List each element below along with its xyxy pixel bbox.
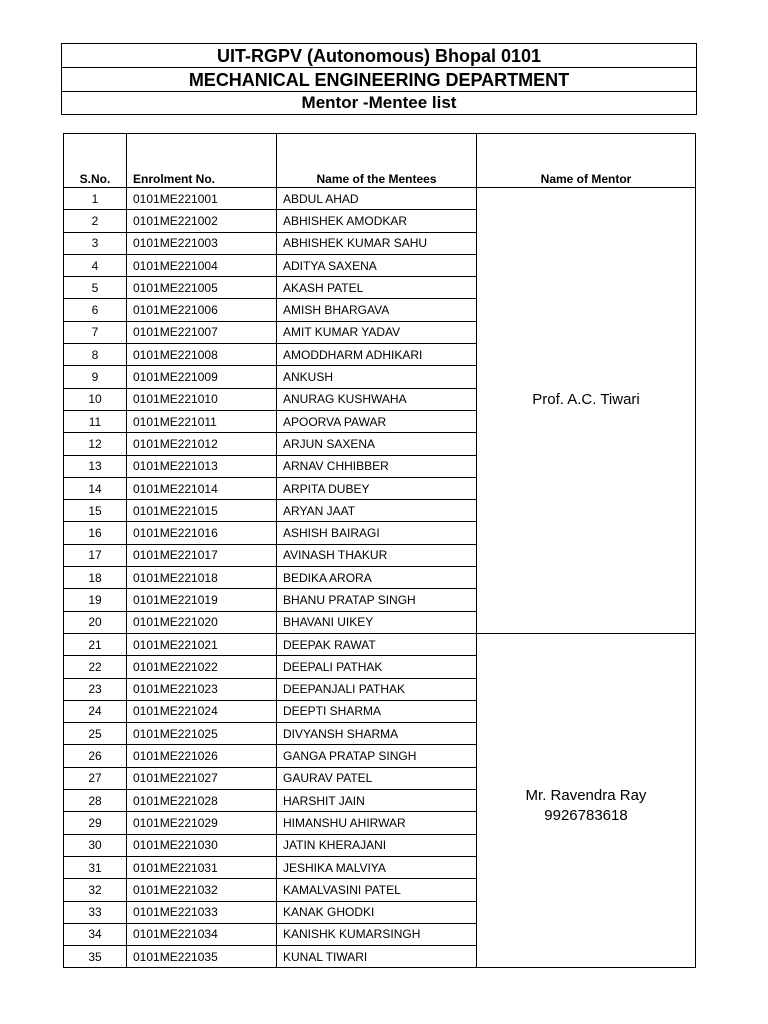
mentor-phone: 9926783618 — [544, 806, 628, 824]
serial-number-cell: 2 — [64, 210, 127, 232]
mentee-name-cell: KUNAL TIWARI — [277, 946, 477, 968]
serial-number-cell: 25 — [64, 723, 127, 745]
mentee-name-cell: AMISH BHARGAVA — [277, 299, 477, 321]
enrolment-cell: 0101ME221035 — [127, 946, 277, 968]
table-header-row — [64, 134, 696, 188]
mentee-name-cell: BEDIKA ARORA — [277, 567, 477, 589]
mentee-name-cell: DEEPAK RAWAT — [277, 633, 477, 655]
enrolment-cell: 0101ME221019 — [127, 589, 277, 611]
serial-number-cell: 18 — [64, 567, 127, 589]
serial-number-cell: 28 — [64, 790, 127, 812]
mentee-name-cell: AMIT KUMAR YADAV — [277, 321, 477, 343]
serial-number-cell: 3 — [64, 232, 127, 254]
mentee-name-cell: KANAK GHODKI — [277, 901, 477, 923]
mentor-cell — [477, 188, 696, 634]
list-title: Mentor -Mentee list — [301, 93, 457, 112]
serial-number-cell: 9 — [64, 366, 127, 388]
enrolment-cell: 0101ME221016 — [127, 522, 277, 544]
enrolment-cell: 0101ME221029 — [127, 812, 277, 834]
enrolment-cell: 0101ME221033 — [127, 901, 277, 923]
table-row — [64, 188, 696, 210]
enrolment-cell: 0101ME221028 — [127, 790, 277, 812]
serial-number-cell: 20 — [64, 611, 127, 633]
enrolment-cell: 0101ME221025 — [127, 723, 277, 745]
serial-number-cell: 11 — [64, 410, 127, 432]
enrolment-cell: 0101ME221022 — [127, 656, 277, 678]
serial-number-cell: 16 — [64, 522, 127, 544]
mentee-name-cell: JESHIKA MALVIYA — [277, 856, 477, 878]
mentee-name-cell: ADITYA SAXENA — [277, 254, 477, 276]
table-body — [64, 188, 696, 968]
mentee-name-cell: BHAVANI UIKEY — [277, 611, 477, 633]
serial-number-cell: 21 — [64, 633, 127, 655]
enrolment-cell: 0101ME221010 — [127, 388, 277, 410]
serial-number-cell: 27 — [64, 767, 127, 789]
mentee-name-cell: AKASH PATEL — [277, 277, 477, 299]
column-header-enrolment: Enrolment No. — [127, 134, 277, 188]
mentee-name-cell: AVINASH THAKUR — [277, 544, 477, 566]
serial-number-cell: 35 — [64, 946, 127, 968]
enrolment-cell: 0101ME221027 — [127, 767, 277, 789]
serial-number-cell: 31 — [64, 856, 127, 878]
column-header-sno: S.No. — [64, 134, 127, 188]
mentee-name-cell: KANISHK KUMARSINGH — [277, 923, 477, 945]
enrolment-cell: 0101ME221015 — [127, 500, 277, 522]
serial-number-cell: 30 — [64, 834, 127, 856]
serial-number-cell: 4 — [64, 254, 127, 276]
enrolment-cell: 0101ME221032 — [127, 879, 277, 901]
mentor-cell — [477, 633, 696, 967]
mentee-name-cell: ABHISHEK AMODKAR — [277, 210, 477, 232]
enrolment-cell: 0101ME221001 — [127, 188, 277, 210]
mentee-name-cell: GAURAV PATEL — [277, 767, 477, 789]
serial-number-cell: 33 — [64, 901, 127, 923]
serial-number-cell: 24 — [64, 700, 127, 722]
enrolment-cell: 0101ME221011 — [127, 410, 277, 432]
mentor-name: Prof. A.C. Tiwari — [532, 391, 640, 409]
serial-number-cell: 10 — [64, 388, 127, 410]
enrolment-cell: 0101ME221017 — [127, 544, 277, 566]
enrolment-cell: 0101ME221003 — [127, 232, 277, 254]
mentee-name-cell: ANURAG KUSHWAHA — [277, 388, 477, 410]
mentee-name-cell: ABHISHEK KUMAR SAHU — [277, 232, 477, 254]
mentee-name-cell: DIVYANSH SHARMA — [277, 723, 477, 745]
serial-number-cell: 29 — [64, 812, 127, 834]
mentor-mentee-table — [63, 133, 696, 968]
mentee-name-cell: ARNAV CHHIBBER — [277, 455, 477, 477]
mentee-name-cell: ARJUN SAXENA — [277, 433, 477, 455]
mentee-name-cell: ARYAN JAAT — [277, 500, 477, 522]
mentor-name: Mr. Ravendra Ray — [525, 786, 647, 804]
document-header — [61, 43, 697, 115]
institute-title: UIT-RGPV (Autonomous) Bhopal 0101 — [62, 44, 696, 68]
mentee-name-cell: ARPITA DUBEY — [277, 477, 477, 499]
enrolment-cell: 0101ME221024 — [127, 700, 277, 722]
serial-number-cell: 19 — [64, 589, 127, 611]
column-header-mentee: Name of the Mentees — [277, 134, 477, 188]
mentee-name-cell: KAMALVASINI PATEL — [277, 879, 477, 901]
enrolment-cell: 0101ME221023 — [127, 678, 277, 700]
enrolment-cell: 0101ME221013 — [127, 455, 277, 477]
serial-number-cell: 32 — [64, 879, 127, 901]
serial-number-cell: 7 — [64, 321, 127, 343]
mentee-name-cell: JATIN KHERAJANI — [277, 834, 477, 856]
mentee-name-cell: DEEPTI SHARMA — [277, 700, 477, 722]
serial-number-cell: 26 — [64, 745, 127, 767]
enrolment-cell: 0101ME221008 — [127, 344, 277, 366]
serial-number-cell: 22 — [64, 656, 127, 678]
enrolment-cell: 0101ME221026 — [127, 745, 277, 767]
enrolment-cell: 0101ME221005 — [127, 277, 277, 299]
enrolment-cell: 0101ME221014 — [127, 477, 277, 499]
serial-number-cell: 6 — [64, 299, 127, 321]
serial-number-cell: 12 — [64, 433, 127, 455]
serial-number-cell: 14 — [64, 477, 127, 499]
enrolment-cell: 0101ME221034 — [127, 923, 277, 945]
mentee-name-cell: GANGA PRATAP SINGH — [277, 745, 477, 767]
serial-number-cell: 1 — [64, 188, 127, 210]
enrolment-cell: 0101ME221006 — [127, 299, 277, 321]
mentee-name-cell: ASHISH BAIRAGI — [277, 522, 477, 544]
enrolment-cell: 0101ME221020 — [127, 611, 277, 633]
mentee-name-cell: APOORVA PAWAR — [277, 410, 477, 432]
enrolment-cell: 0101ME221018 — [127, 567, 277, 589]
enrolment-cell: 0101ME221007 — [127, 321, 277, 343]
mentee-name-cell: HIMANSHU AHIRWAR — [277, 812, 477, 834]
serial-number-cell: 5 — [64, 277, 127, 299]
serial-number-cell: 34 — [64, 923, 127, 945]
enrolment-cell: 0101ME221031 — [127, 856, 277, 878]
table-row — [64, 633, 696, 655]
serial-number-cell: 23 — [64, 678, 127, 700]
enrolment-cell: 0101ME221009 — [127, 366, 277, 388]
serial-number-cell: 13 — [64, 455, 127, 477]
serial-number-cell: 8 — [64, 344, 127, 366]
mentee-name-cell: BHANU PRATAP SINGH — [277, 589, 477, 611]
serial-number-cell: 15 — [64, 500, 127, 522]
enrolment-cell: 0101ME221021 — [127, 633, 277, 655]
enrolment-cell: 0101ME221012 — [127, 433, 277, 455]
serial-number-cell: 17 — [64, 544, 127, 566]
column-header-mentor: Name of Mentor — [477, 134, 696, 188]
mentee-name-cell: AMODDHARM ADHIKARI — [277, 344, 477, 366]
department-title: MECHANICAL ENGINEERING DEPARTMENT — [62, 68, 696, 92]
enrolment-cell: 0101ME221030 — [127, 834, 277, 856]
mentee-name-cell: ANKUSH — [277, 366, 477, 388]
mentee-name-cell: DEEPANJALI PATHAK — [277, 678, 477, 700]
mentee-name-cell: DEEPALI PATHAK — [277, 656, 477, 678]
mentee-name-cell: HARSHIT JAIN — [277, 790, 477, 812]
enrolment-cell: 0101ME221004 — [127, 254, 277, 276]
mentee-name-cell: ABDUL AHAD — [277, 188, 477, 210]
enrolment-cell: 0101ME221002 — [127, 210, 277, 232]
